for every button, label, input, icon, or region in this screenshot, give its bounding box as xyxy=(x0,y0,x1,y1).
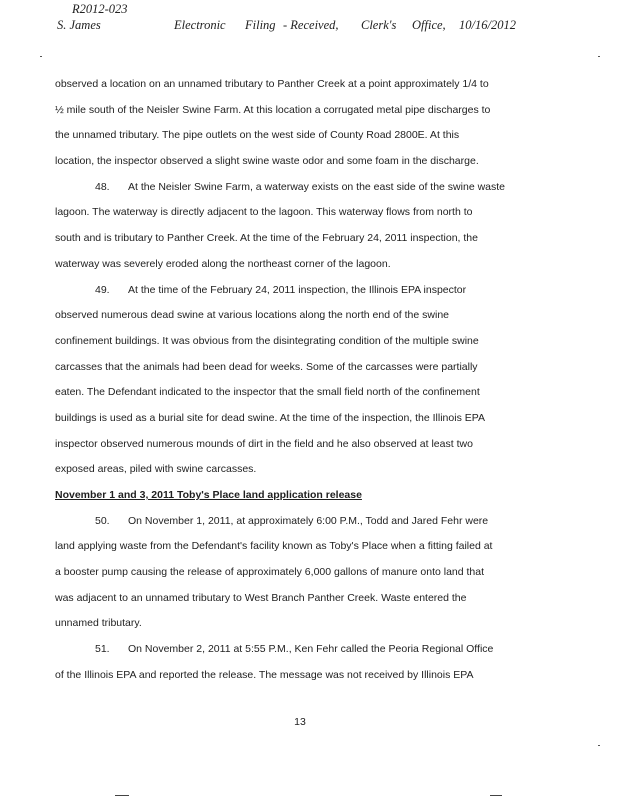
paragraph-number: 48. xyxy=(95,180,110,193)
paragraph-49-first-line xyxy=(55,278,525,304)
text-line: observed numerous dead swine at various locations along the north end of the swine xyxy=(55,309,449,322)
scan-edge-mark xyxy=(490,795,502,796)
stamp-received: - Received, xyxy=(283,18,339,32)
text-line: the unnamed tributary. The pipe outlets on the west side of County Road 2800E. At this xyxy=(55,129,460,142)
filing-date: 10/16/2012 xyxy=(459,18,516,32)
clerk-name: S. James xyxy=(57,18,101,32)
text-line: exposed areas, piled with swine carcasses. xyxy=(55,463,257,476)
text-line: eaten. The Defendant indicated to the inspector that the small field north of the confinement xyxy=(55,386,480,399)
text-line: a booster pump causing the release of approximately 6,000 gallons of manure onto land that xyxy=(55,566,485,579)
paragraph-number: 49. xyxy=(95,283,110,296)
text-line: of the Illinois EPA and reported the release. The message was not received by Illinois EPA xyxy=(55,668,474,681)
scan-edge-mark xyxy=(115,795,129,796)
scan-speck xyxy=(40,56,42,57)
text-line: On November 2, 2011 at 5:55 P.M., Ken Fehr called the Peoria Regional Office xyxy=(128,643,494,656)
docket-number: R2012-023 xyxy=(72,2,128,16)
text-line: location, the inspector observed a slight swine waste odor and some foam in the discharge. xyxy=(55,155,479,168)
document-body xyxy=(55,72,525,689)
text-line: was adjacent to an unnamed tributary to West Branch Panther Creek. Waste entered the xyxy=(55,591,467,604)
stamp-electronic: Electronic xyxy=(174,18,226,32)
text-line: ½ mile south of the Neisler Swine Farm. At this location a corrugated metal pipe discharges to xyxy=(55,103,491,116)
paragraph-number: 50. xyxy=(95,514,110,527)
scan-speck xyxy=(598,56,600,57)
paragraph-51-first-line xyxy=(55,637,525,663)
text-line: buildings is used as a burial site for dead swine. At the time of the inspection, the Illinois EPA xyxy=(55,411,485,424)
text-line: south and is tributary to Panther Creek. At the time of the February 24, 2011 inspection, the xyxy=(55,232,478,245)
text-line: At the Neisler Swine Farm, a waterway exists on the east side of the swine waste xyxy=(128,180,506,193)
stamp-clerks: Clerk's xyxy=(361,18,397,32)
text-line: land applying waste from the Defendant's facility known as Toby's Place when a fitting failed at xyxy=(55,540,493,553)
paragraph-50-first-line xyxy=(55,509,525,535)
paragraph-number: 51. xyxy=(95,643,110,656)
text-line: inspector observed numerous mounds of dirt in the field and he also observed at least two xyxy=(55,437,473,450)
text-line: confinement buildings. It was obvious from the disintegrating condition of the multiple swine xyxy=(55,334,479,347)
paragraph-48-first-line xyxy=(55,175,525,201)
text-line: On November 1, 2011, at approximately 6:00 P.M., Todd and Jared Fehr were xyxy=(128,514,489,527)
stamp-office: Office, xyxy=(412,18,446,32)
text-line: carcasses that the animals had been dead for weeks. Some of the carcasses were partially xyxy=(55,360,478,373)
text-line: unnamed tributary. xyxy=(55,617,142,630)
text-line: At the time of the February 24, 2011 inspection, the Illinois EPA inspector xyxy=(128,283,467,296)
scan-speck xyxy=(598,745,600,746)
section-heading: November 1 and 3, 2011 Toby's Place land application release xyxy=(55,489,362,501)
stamp-filing: Filing xyxy=(245,18,276,32)
page-number: 13 xyxy=(294,716,306,728)
text-line: observed a location on an unnamed tributary to Panther Creek at a point approximately 1/4 to xyxy=(55,78,489,90)
text-line: lagoon. The waterway is directly adjacent to the lagoon. This waterway flows from north to xyxy=(55,206,473,219)
text-line: waterway was severely eroded along the northeast corner of the lagoon. xyxy=(55,257,391,270)
